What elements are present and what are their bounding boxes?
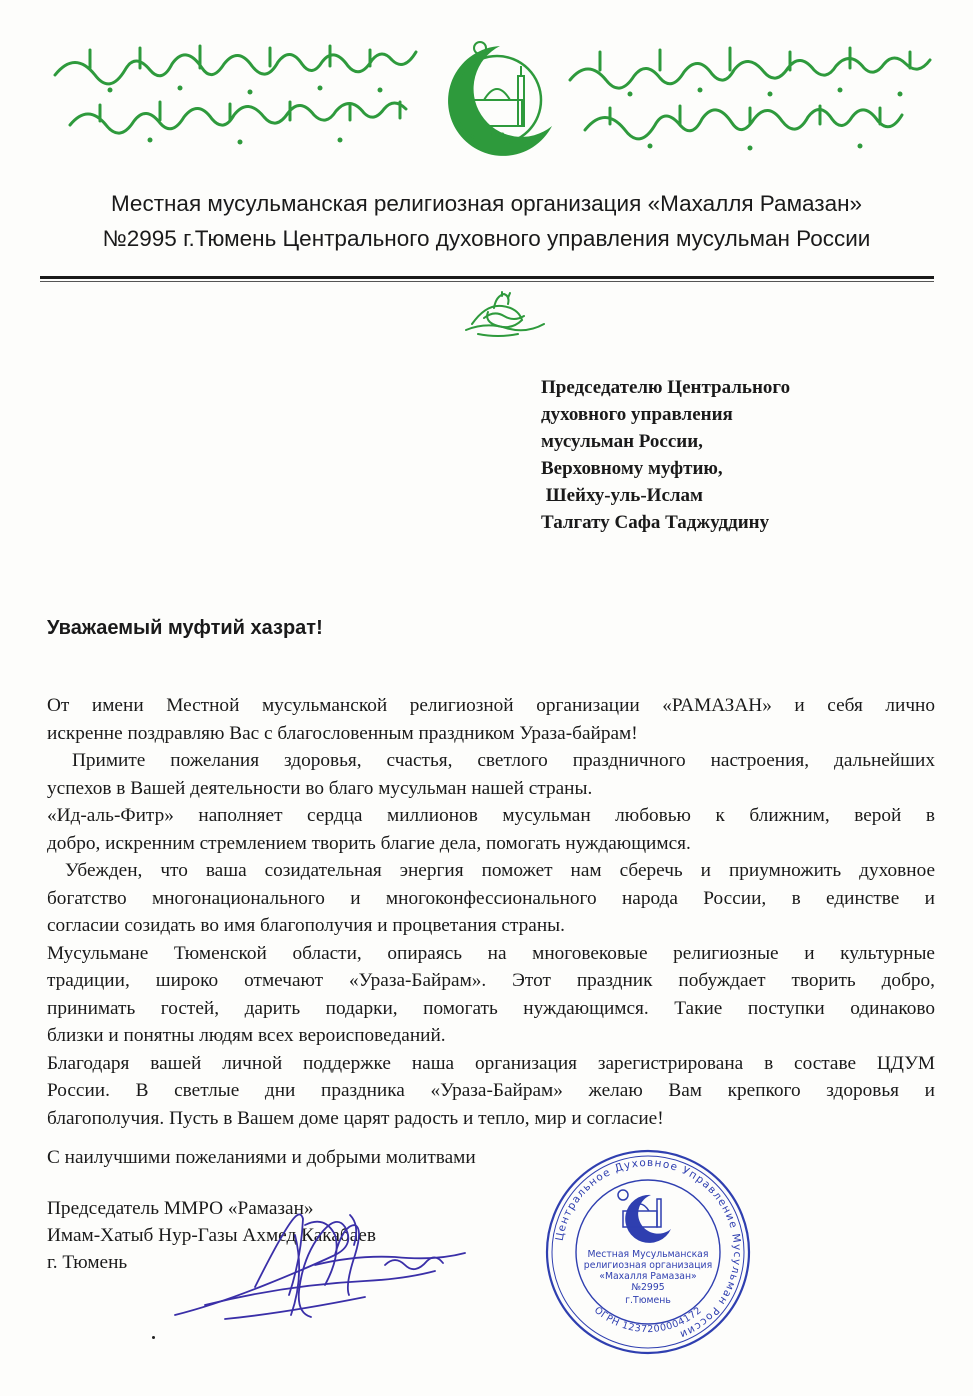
body-line: согласии созидать во имя благополучия и процветания страны. bbox=[47, 915, 565, 936]
seal-ogrn-text: ОГРН 1237200004172 bbox=[591, 1304, 705, 1336]
header-divider-thick bbox=[40, 276, 934, 279]
signatory-title: Председатель ММРО «Рамазан» bbox=[47, 1198, 314, 1219]
stray-dot bbox=[152, 1336, 155, 1339]
organization-title-line-1: Местная мусульманская религиозная организация «Махалля Рамазан» bbox=[110, 191, 863, 216]
body-line: благополучия. Пусть в Вашем доме царят радость и тепло, мир и согласие! bbox=[47, 1107, 664, 1129]
closing-line: С наилучшими пожеланиями и добрыми молитвами bbox=[47, 1147, 476, 1168]
tughra-ornament-icon bbox=[458, 288, 548, 344]
body-line: близки и понятны людям всех вероисповеданий. bbox=[47, 1025, 446, 1046]
handwritten-signature-icon bbox=[145, 1195, 475, 1335]
body-line: Благодаря вашей личной поддержке наша организация зарегистрирована в составе ЦДУМ bbox=[47, 1052, 935, 1074]
letter-body bbox=[47, 692, 935, 1132]
signatory-city: г. Тюмень bbox=[47, 1252, 128, 1273]
addressee-line: Талгату Сафа Таджуддину bbox=[541, 512, 770, 533]
body-line: «Ид-аль-Фитр» наполняет сердца миллионов мусульман любовью к ближним, верой в bbox=[47, 805, 935, 826]
seal-center-line-2: религиозная организация bbox=[583, 1260, 713, 1271]
body-line: искренне поздравляю Вас с благословенным праздником Ураза-байрам! bbox=[47, 722, 638, 744]
addressee-block bbox=[541, 374, 941, 536]
addressee-line: Шейху-уль-Ислам bbox=[541, 485, 703, 506]
seal-center-line-5: г.Тюмень bbox=[625, 1295, 671, 1306]
body-line: Примите пожелания здоровья, счастья, светлого праздничного настроения, дальнейших bbox=[47, 750, 935, 771]
round-official-seal-icon bbox=[543, 1147, 753, 1357]
body-line: успехов в Вашей деятельности во благо мусульман нашей страны. bbox=[47, 777, 593, 799]
seal-center-line-3: «Махалля Рамазан» bbox=[599, 1271, 697, 1282]
signatory-name: Имам-Хатыб Нур-Газы Ахмед Какабаев bbox=[47, 1225, 376, 1246]
arabic-calligraphy-right-icon bbox=[570, 48, 930, 139]
organization-title bbox=[0, 186, 973, 256]
emblem-year: 1788 bbox=[489, 132, 505, 139]
addressee-line: Председателю Центрального bbox=[541, 377, 791, 398]
addressee-line: духовного управления bbox=[541, 404, 733, 425]
body-line: России. В светлые дни праздника «Ураза-Байрам» желаю Вам крепкого здоровья и bbox=[47, 1080, 935, 1101]
letterhead-emblem-icon bbox=[30, 30, 943, 160]
body-line: От имени Местной мусульманской религиозной организации «РАМАЗАН» и себя лично bbox=[47, 695, 935, 716]
header-divider-thin bbox=[40, 281, 934, 282]
greeting: Уважаемый муфтий хазрат! bbox=[47, 617, 323, 639]
body-line: традиции, широко отмечают «Ураза-Байрам». Этот праздник побуждает творить добро, bbox=[47, 970, 935, 991]
seal-center-line-1: Местная Мусульманская bbox=[587, 1249, 709, 1260]
addressee-line: Верховному муфтию, bbox=[541, 458, 723, 479]
addressee-line: мусульман России, bbox=[541, 431, 703, 452]
arabic-calligraphy-right-dots bbox=[628, 88, 903, 151]
body-line: добро, искренним стремлением творить благие дела, помогать нуждающимся. bbox=[47, 832, 691, 854]
body-line: Мусульмане Тюменской области, опираясь на многовековые религиозные и культурные bbox=[47, 942, 935, 964]
seal-center-line-4: №2995 bbox=[631, 1282, 665, 1293]
body-line: богатство многонационального и многоконфессионального народа России, в единстве и bbox=[47, 887, 935, 909]
seal-mosque-icon bbox=[618, 1190, 671, 1243]
organization-title-line-2: №2995 г.Тюмень Центрального духовного управления мусульман России bbox=[102, 226, 871, 251]
seal-outer-ring-text: Центральное Духовное Управление Мусульман России bbox=[553, 1156, 744, 1341]
body-line: Убежден, что ваша созидательная энергия поможет нам сберечь и приумножить духовное bbox=[47, 860, 936, 881]
crescent-mosque-emblem-icon bbox=[448, 42, 552, 156]
body-line: принимать гостей, дарить подарки, помогать нуждающимся. Такие поступки одинаково bbox=[47, 997, 935, 1019]
